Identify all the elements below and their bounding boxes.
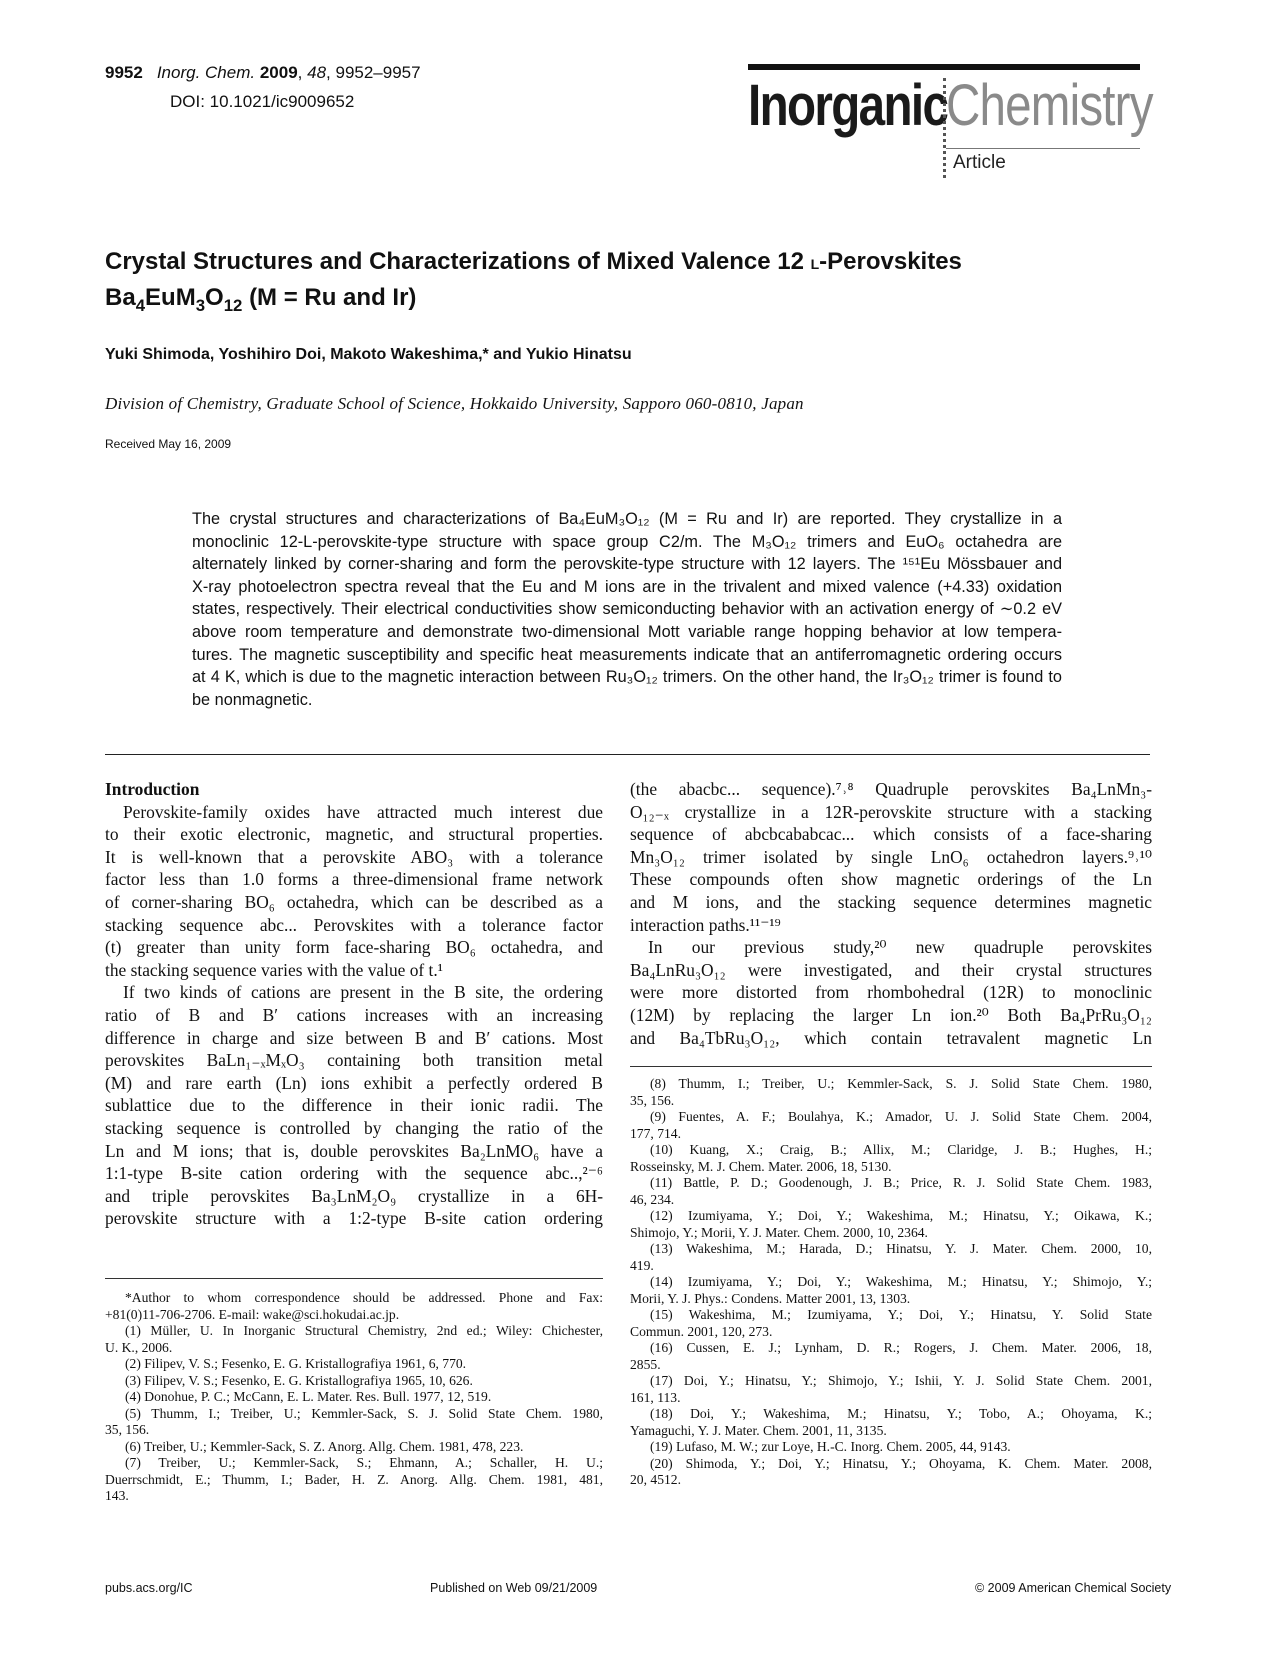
body-line: ratio of B and B′ cations increases with an increasing	[105, 1004, 603, 1025]
body-line: the stacking sequence varies with the value of t.¹	[105, 959, 443, 980]
journal-name: Inorg. Chem.	[156, 63, 256, 82]
body-line: (t) greater than unity form face-sharing BO₆ octahedra, and	[105, 937, 603, 958]
abstract-line: states, respectively. Their electrical conductivities show semiconducting behavior with an activation energy of ∼0.2 eV	[192, 600, 1062, 619]
footnote-line: +81(0)11-706-2706. E-mail: wake@sci.hokudai.ac.jp.	[105, 1306, 400, 1322]
abstract-line: at 4 K, which is due to the magnetic interaction between Ru₃O₁₂ trimers. On the other hand, the Ir₃O₁₂ trimer is found to	[192, 668, 1062, 687]
journal-volume: 48	[307, 63, 327, 82]
footnote-line: Duerrschmidt, E.; Thumm, I.; Bader, H. Z. Anorg. Allg. Chem. 1981, 481,	[105, 1471, 603, 1487]
footnote-line: Rosseinsky, M. J. Chem. Mater. 2006, 18, 5130.	[630, 1158, 892, 1174]
footer-published: Published on Web 09/21/2009	[430, 1581, 598, 1595]
footnote-line: (10) Kuang, X.; Craig, B.; Allix, M.; Claridge, J. B.; Hughes, H.;	[650, 1142, 1152, 1157]
footnote-divider	[630, 1066, 1152, 1067]
footnote-line: (17) Doi, Y.; Hinatsu, Y.; Shimojo, Y.; Ishii, Y. J. Solid State Chem. 2001,	[650, 1373, 1152, 1388]
body-line: Mn₃O₁₂ trimer isolated by single LnO₆ octahedron layers.⁹˒¹⁰	[630, 846, 1152, 867]
body-line: sequence of abcbcababcac... which consists of a face-sharing	[630, 824, 1152, 845]
title-text-end: -Perovskites	[819, 248, 962, 275]
body-line: factor less than 1.0 forms a three-dimensional frame network	[105, 869, 603, 890]
logo-top-bar	[748, 64, 1140, 70]
footnote-line: (9) Fuentes, A. F.; Boulahya, K.; Amador, U. J. Solid State Chem. 2004,	[650, 1109, 1152, 1124]
body-line: In our previous study,²⁰ new quadruple perovskites	[648, 937, 1152, 958]
body-line: Ln and M ions; that is, double perovskites Ba₂LnMO₆ have a	[105, 1140, 603, 1161]
footnote-line: 2855.	[630, 1356, 661, 1372]
footnote-line: 419.	[630, 1257, 654, 1273]
footnote-line: (14) Izumiyama, Y.; Doi, Y.; Wakeshima, M.; Hinatsu, Y.; Shimojo, Y.;	[650, 1274, 1152, 1289]
body-line: and M ions, and the stacking sequence determines magnetic	[630, 891, 1152, 912]
doi: DOI: 10.1021/ic9009652	[170, 92, 355, 111]
footnote-line: 35, 156.	[630, 1092, 675, 1108]
footnote-line: Yamaguchi, Y. J. Mater. Chem. 2001, 11, 3135.	[630, 1422, 887, 1438]
footnote-line: (18) Doi, Y.; Wakeshima, M.; Hinatsu, Y.; Tobo, A.; Ohoyama, K.;	[650, 1406, 1152, 1421]
footnote-line: (15) Wakeshima, M.; Izumiyama, Y.; Doi, Y.; Hinatsu, Y. Solid State	[650, 1307, 1152, 1322]
footnote-line: (8) Thumm, I.; Treiber, U.; Kemmler-Sack, S. J. Solid State Chem. 1980,	[650, 1076, 1152, 1091]
body-line: of corner-sharing BO₆ octahedra, which can be described as a	[105, 891, 603, 912]
page-range: 9952–9957	[335, 63, 421, 82]
section-divider	[105, 754, 1150, 755]
body-line: stacking sequence is controlled by changing the ratio of the	[105, 1117, 603, 1138]
footnote-line: 161, 113.	[630, 1389, 681, 1405]
logo-word-inorganic: Inorganic	[748, 73, 948, 138]
body-line: (12M) by replacing the larger Ln ion.²⁰ Both Ba₄PrRu₃O₁₂	[630, 1004, 1152, 1025]
title-text: Crystal Structures and Characterizations of Mixed Valence 12	[105, 248, 811, 275]
footnote-line: (20) Shimoda, Y.; Doi, Y.; Hinatsu, Y.; Ohoyama, K. Chem. Mater. 2008,	[650, 1455, 1152, 1471]
abstract-line: X-ray photoelectron spectra reveal that the Eu and M ions are in the trivalent and mixed valence (+4.33) oxidation	[192, 577, 1062, 596]
abstract-line: above room temperature and demonstrate two-dimensional Mott variable range hopping behavior at low tempera-	[192, 622, 1062, 641]
body-line: perovskites BaLn₁₋ₓMₓO₃ containing both transition metal	[105, 1050, 603, 1071]
logo-rule	[946, 148, 1140, 149]
journal-year: 2009	[259, 63, 298, 82]
footnote-line: (16) Cussen, E. J.; Lynham, D. R.; Rogers, J. Chem. Mater. 2006, 18,	[650, 1340, 1152, 1355]
footer-copyright: © 2009 American Chemical Society	[975, 1581, 1172, 1595]
abstract-line: The crystal structures and characterizations of Ba₄EuM₃O₁₂ (M = Ru and Ir) are reported. They crystallize in a	[192, 510, 1062, 528]
body-line: perovskite structure with a 1:2-type B-site cation ordering	[105, 1208, 603, 1229]
footnote-line: (6) Treiber, U.; Kemmler-Sack, S. Z. Anorg. Allg. Chem. 1981, 478, 223.	[125, 1438, 524, 1454]
body-line: (the abacbc... sequence).⁷˒⁸ Quadruple perovskites Ba₄LnMn₃-	[630, 779, 1152, 799]
abstract-line: monoclinic 12-L-perovskite-type structure with space group C2/m. The M₃O₁₂ trimers and EuO₆ octahedra are	[192, 532, 1062, 551]
footnote-line: Shimojo, Y.; Morii, Y. J. Mater. Chem. 2000, 10, 2364.	[630, 1224, 928, 1240]
footer-url[interactable]: pubs.acs.org/IC	[105, 1581, 193, 1595]
authors: Yuki Shimoda, Yoshihiro Doi, Makoto Wakeshima,* and Yukio Hinatsu	[105, 346, 632, 363]
footnote-line: (7) Treiber, U.; Kemmler-Sack, S.; Ehmann, A.; Schaller, H. U.;	[125, 1455, 603, 1470]
section-heading: Introduction	[105, 779, 200, 799]
footnote-line: 177, 714.	[630, 1125, 681, 1141]
footnote-line: *Author to whom correspondence should be addressed. Phone and Fax:	[125, 1290, 603, 1305]
footnote-line: Morii, Y. J. Phys.: Condens. Matter 2001, 13, 1303.	[630, 1290, 911, 1306]
body-line: If two kinds of cations are present in the B site, the ordering	[123, 982, 603, 1003]
journal-citation: 9952 Inorg. Chem. 2009, 48, 9952–9957	[105, 63, 421, 82]
article-title-line2: $Ba_4EuM_3O_{12}$ (M = Ru and Ir)	[105, 284, 417, 315]
footnote-line: (2) Filipev, V. S.; Fesenko, E. G. Kristallografiya 1961, 6, 770.	[125, 1356, 467, 1371]
body-line: (M) and rare earth (Ln) ions exhibit a perfectly ordered B	[105, 1072, 603, 1093]
body-line: O₁₂₋ₓ crystallize in a 12R-perovskite structure with a stacking	[630, 801, 1152, 822]
section-label: Article	[953, 152, 1006, 173]
affiliation: Division of Chemistry, Graduate School of Science, Hokkaido University, Sapporo 060-0810, Japan	[105, 394, 804, 413]
body-line: stacking sequence abc... Perovskites with a tolerance factor	[105, 914, 603, 935]
footnote-line: U. K., 2006.	[105, 1339, 173, 1355]
body-line: and Ba₄TbRu₃O₁₂, which contain tetravalent magnetic Ln	[630, 1027, 1152, 1048]
footnote-line: 35, 156.	[105, 1422, 150, 1437]
footnotes-right	[630, 1076, 1152, 1489]
footnote-divider	[105, 1278, 603, 1279]
body-line: were more distorted from rhombohedral (12R) to monoclinic	[630, 982, 1152, 1003]
footnote-line: 143.	[105, 1488, 129, 1503]
footnote-line: (1) Müller, U. In Inorganic Structural Chemistry, 2nd ed.; Wiley: Chichester,	[125, 1323, 603, 1338]
body-line: Ba₄LnRu₃O₁₂ were investigated, and their crystal structures	[630, 959, 1152, 980]
body-line: and triple perovskites Ba₃LnM₂O₉ crystallize in a 6H-	[105, 1185, 603, 1206]
body-line: It is well-known that a perovskite ABO₃ with a tolerance	[105, 846, 603, 867]
right-column	[630, 778, 1152, 1049]
abstract-line: tures. The magnetic susceptibility and specific heat measurements indicate that an antiferromagnetic ordering occurs	[192, 645, 1062, 664]
article-title-line1	[105, 248, 962, 276]
page-number: 9952	[105, 63, 143, 82]
title-smallcaps: l	[810, 252, 820, 274]
body-line: difference in charge and size between B and B′ cations. Most	[105, 1027, 603, 1048]
footnote-line: (12) Izumiyama, Y.; Doi, Y.; Wakeshima, M.; Hinatsu, Y.; Oikawa, K.;	[650, 1208, 1152, 1223]
abstract-line: alternately linked by corner-sharing and form the perovskite-type structure with 12 layers. The ¹⁵¹Eu Mössbauer and	[192, 555, 1062, 574]
body-line: 1:1-type B-site cation ordering with the sequence abc..,²⁻⁶	[105, 1163, 603, 1184]
footnotes-left	[105, 1290, 603, 1505]
footnote-line: (19) Lufaso, M. W.; zur Loye, H.-C. Inorg. Chem. 2005, 44, 9143.	[650, 1439, 1011, 1454]
footnote-line: (5) Thumm, I.; Treiber, U.; Kemmler-Sack, S. J. Solid State Chem. 1980,	[125, 1405, 603, 1421]
footnote-line: (4) Donohue, P. C.; McCann, E. L. Mater. Res. Bull. 1977, 12, 519.	[125, 1389, 492, 1404]
footnote-line: (13) Wakeshima, M.; Harada, D.; Hinatsu, Y. J. Mater. Chem. 2000, 10,	[650, 1241, 1152, 1256]
footnote-line: 46, 234.	[630, 1191, 675, 1207]
abstract	[192, 508, 1062, 711]
body-line: Perovskite-family oxides have attracted much interest due	[123, 801, 603, 822]
body-line: interaction paths.¹¹⁻¹⁹	[630, 914, 781, 935]
footnote-line: (3) Filipev, V. S.; Fesenko, E. G. Kristallografiya 1965, 10, 626.	[125, 1372, 473, 1388]
title-formula-rest: (M = Ru and Ir)	[249, 284, 417, 311]
body-line: These compounds often show magnetic orderings of the Ln	[630, 869, 1152, 890]
body-line: to their exotic electronic, magnetic, and structural properties.	[105, 824, 603, 845]
footnote-line: Commun. 2001, 120, 273.	[630, 1323, 773, 1339]
received-date: Received May 16, 2009	[105, 437, 232, 451]
abstract-line: be nonmagnetic.	[192, 690, 313, 709]
footnote-line: (11) Battle, P. D.; Goodenough, J. B.; Price, R. J. Solid State Chem. 1983,	[650, 1175, 1152, 1190]
footnote-line: 20, 4512.	[630, 1472, 681, 1487]
logo-word-chemistry: Chemistry	[946, 73, 1153, 138]
body-line: sublattice due to the difference in their ionic radii. The	[105, 1095, 603, 1116]
left-column	[105, 778, 603, 1230]
journal-logo	[748, 64, 1153, 184]
